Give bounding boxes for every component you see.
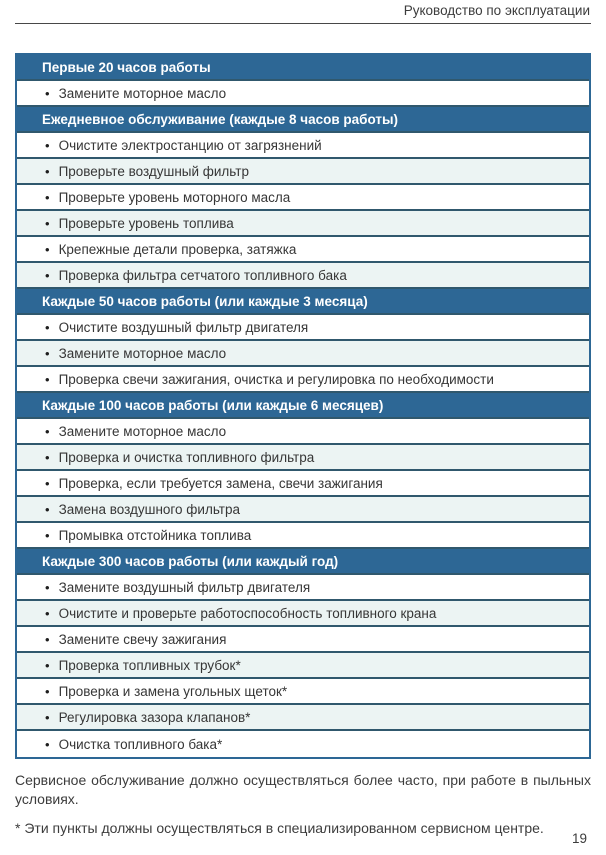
maintenance-item-row [17,263,589,289]
item-text: Проверка и замена угольных щеток* [58,683,288,699]
maintenance-item-row [17,81,589,107]
bullet-icon: • [45,163,50,179]
maintenance-item-row [17,419,589,445]
section-header-row [17,55,589,81]
maintenance-item-row [17,185,589,211]
bullet-icon: • [45,215,50,231]
item-text: Замена воздушного фильтра [58,501,241,517]
bullet-icon: • [45,267,50,283]
maintenance-item-row [17,731,589,757]
maintenance-item-row [17,575,589,601]
bullet-icon: • [45,683,50,699]
maintenance-item-row [17,523,589,549]
maintenance-item-row [17,367,589,393]
bullet-icon: • [45,736,50,752]
bullet-icon: • [45,449,50,465]
item-text: Замените моторное масло [58,345,227,361]
item-text: Проверьте воздушный фильтр [58,163,249,179]
bullet-icon: • [45,631,50,647]
bullet-icon: • [45,345,50,361]
section-header-row [17,393,589,419]
bullet-icon: • [45,475,50,491]
item-text: Очистите и проверьте работоспособность топливного крана [58,605,437,621]
item-text: Проверьте уровень моторного масла [58,189,291,205]
bullet-icon: • [45,371,50,387]
bullet-icon: • [45,137,50,153]
bullet-icon: • [45,241,50,257]
bullet-icon: • [45,579,50,595]
maintenance-item-row [17,445,589,471]
item-text: Проверка фильтра сетчатого топливного бака [58,267,347,283]
maintenance-item-row [17,471,589,497]
maintenance-item-row [17,159,589,185]
footnotes [15,771,591,838]
item-text: Очистите электростанцию от загрязнений [58,137,322,153]
item-text: Проверка, если требуется замена, свечи зажигания [58,475,383,491]
section-header-row [17,549,589,575]
item-text: Проверка и очистка топливного фильтра [58,449,315,465]
bullet-icon: • [45,189,50,205]
page-number: 19 [571,831,587,846]
bullet-icon: • [45,605,50,621]
item-text: Регулировка зазора клапанов* [58,709,251,725]
service-note: Сервисное обслуживание должно осуществляться более часто, при работе в пыльных условиях. [15,772,591,808]
maintenance-item-row [17,627,589,653]
maintenance-item-row [17,705,589,731]
maintenance-item-row [17,237,589,263]
maintenance-item-row [17,341,589,367]
bullet-icon: • [45,657,50,673]
maintenance-item-row [17,211,589,237]
bullet-icon: • [45,709,50,725]
section-header-row [17,289,589,315]
item-text: Проверка топливных трубок* [58,657,241,673]
bullet-icon: • [45,501,50,517]
item-text: Крепежные детали проверка, затяжка [58,241,297,257]
maintenance-item-row [17,653,589,679]
section-header-label: Ежедневное обслуживание (каждые 8 часов работы) [42,111,399,127]
item-text: Проверьте уровень топлива [58,215,234,231]
item-text: Очистка топливного бака* [58,736,223,752]
bullet-icon: • [45,527,50,543]
maintenance-item-row [17,497,589,523]
section-header-label: Каждые 300 часов работы (или каждый год) [42,553,339,569]
page-title: Руководство по эксплуатации [15,0,591,24]
item-text: Очистите воздушный фильтр двигателя [58,319,309,335]
bullet-icon: • [45,85,50,101]
item-text: Проверка свечи зажигания, очистка и регулировка по необходимости [58,371,494,387]
item-text: Замените моторное масло [58,423,227,439]
maintenance-item-row [17,133,589,159]
asterisk-note: * Эти пункты должны осуществляться в специализированном сервисном центре. [15,819,544,836]
bullet-icon: • [45,423,50,439]
item-text: Замените свечу зажигания [58,631,227,647]
section-header-row [17,107,589,133]
maintenance-item-row [17,315,589,341]
maintenance-item-row [17,679,589,705]
section-header-label: Каждые 100 часов работы (или каждые 6 месяцев) [42,397,384,413]
item-text: Замените моторное масло [58,85,227,101]
item-text: Промывка отстойника топлива [58,527,252,543]
section-header-label: Первые 20 часов работы [42,59,211,75]
bullet-icon: • [45,319,50,335]
section-header-label: Каждые 50 часов работы (или каждые 3 месяца) [42,293,368,309]
maintenance-item-row [17,601,589,627]
maintenance-schedule-table [15,53,591,759]
item-text: Замените воздушный фильтр двигателя [58,579,311,595]
